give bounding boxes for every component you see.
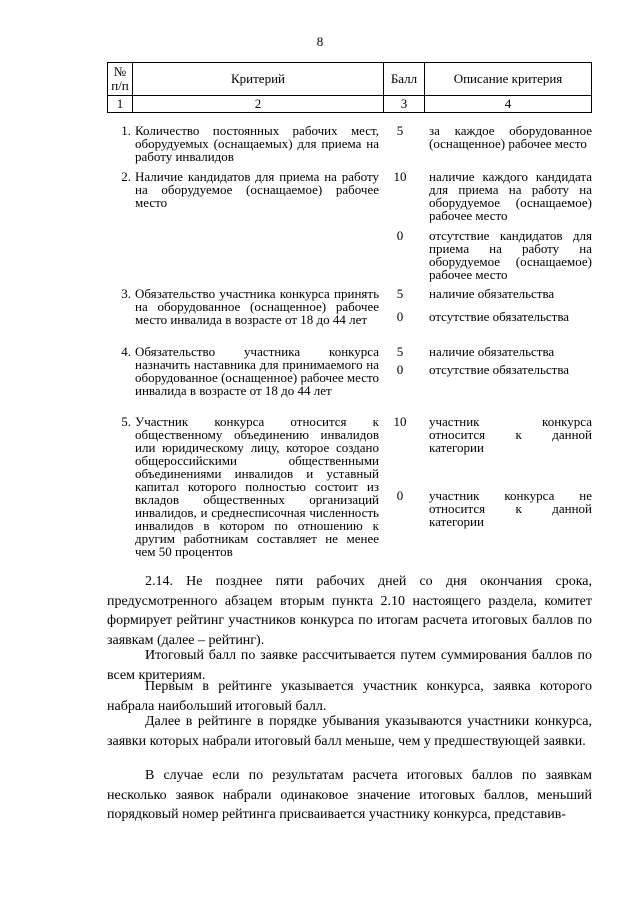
row-description: наличие обязательства xyxy=(429,286,555,301)
row-score: 0 xyxy=(396,228,404,243)
paragraph: 2.14. Не позднее пяти рабочих дней со дня окончания срока, предусмотренного абзацем вторым пункта 2.10 настоящего раздела, комитет формирует рейтинг участников конкурса по итогам расчета итоговых баллов по заявкам (далее – рейтинг). xyxy=(107,574,592,648)
row-description: наличие каждого кандидата для приема на работу на оборудуемое (оснащаемое) рабочее место xyxy=(429,169,592,223)
row-description: отсутствие обязательства xyxy=(429,362,570,377)
paragraph: Первым в рейтинге указывается участник конкурса, заявка которого набрала наибольший итоговый балл. xyxy=(107,679,592,714)
row-score: 0 xyxy=(396,362,404,377)
row-score: 0 xyxy=(396,488,404,503)
row-criterion: Количество постоянных рабочих мест, оборудуемых (оснащаемых) для приема на работу инвалидов xyxy=(135,123,379,164)
header-score: Балл xyxy=(384,63,425,96)
row-criterion: Обязательство участника конкурса принять на оборудованное (оснащенное) рабочее место инвалида в возрасте от 18 до 44 лет xyxy=(135,286,379,327)
col-number: 3 xyxy=(384,96,425,113)
row-number: 1. xyxy=(121,123,131,138)
header-description: Описание критерия xyxy=(425,63,592,96)
row-number: 4. xyxy=(121,344,131,359)
row-number: 2. xyxy=(121,169,131,184)
row-description: отсутствие обязательства xyxy=(429,309,570,324)
row-score: 10 xyxy=(393,414,407,429)
row-score: 5 xyxy=(396,286,404,301)
row-description: отсутствие кандидатов для приема на работу на оборудуемое (оснащаемое) рабочее место xyxy=(429,228,592,282)
row-score: 10 xyxy=(393,169,407,184)
row-score: 0 xyxy=(396,309,404,324)
row-number: 3. xyxy=(121,286,131,301)
header-num-label: № п/п xyxy=(111,64,129,93)
header-num xyxy=(108,63,133,96)
row-description: участник конкурса не относится к данной категории xyxy=(429,488,592,529)
paragraph: В случае если по результатам расчета итоговых баллов по заявкам несколько заявок набрали одинаковое значение итоговых баллов, меньший порядковый номер рейтинга присваивается участнику конкурса, представив- xyxy=(107,768,592,822)
paragraph: Далее в рейтинге в порядке убывания указываются участники конкурса, заявки которых набрали итоговый балл меньше, чем у предшествующей заявки. xyxy=(107,714,592,749)
row-description: наличие обязательства xyxy=(429,344,555,359)
col-number: 4 xyxy=(425,96,592,113)
row-criterion: Обязательство участника конкурса назначить наставника для принимаемого на оборудованное (оснащенное) рабочее место инвалида в возрасте от 18 до 44 лет xyxy=(135,344,379,398)
page-number: 8 xyxy=(316,34,324,49)
row-score: 5 xyxy=(396,344,404,359)
row-description: за каждое оборудованное (оснащенное) рабочее место xyxy=(429,123,592,151)
row-score: 5 xyxy=(396,123,404,138)
row-description: участник конкурса относится к данной категории xyxy=(429,414,592,455)
row-number: 5. xyxy=(121,414,131,429)
paragraph: Итоговый балл по заявке рассчитывается путем суммирования баллов по всем критериям. xyxy=(107,648,592,683)
row-criterion: Наличие кандидатов для приема на работу на оборудуемое (оснащаемое) рабочее место xyxy=(135,169,379,210)
row-criterion: Участник конкурса относится к общественному объединению инвалидов или юридическому лицу, которое создано общероссийскими общественными объединениями инвалидов и уставный капитал которого полностью состоит из вкладов общественных организаций инвалидов, и среднесписочная численность инвалидов в котором по отношению к другим работникам составляет не менее чем 50 процентов xyxy=(135,414,379,559)
header-criterion: Критерий xyxy=(133,63,384,96)
col-number: 1 xyxy=(108,96,133,113)
col-number: 2 xyxy=(133,96,384,113)
criteria-table-header xyxy=(107,62,592,113)
